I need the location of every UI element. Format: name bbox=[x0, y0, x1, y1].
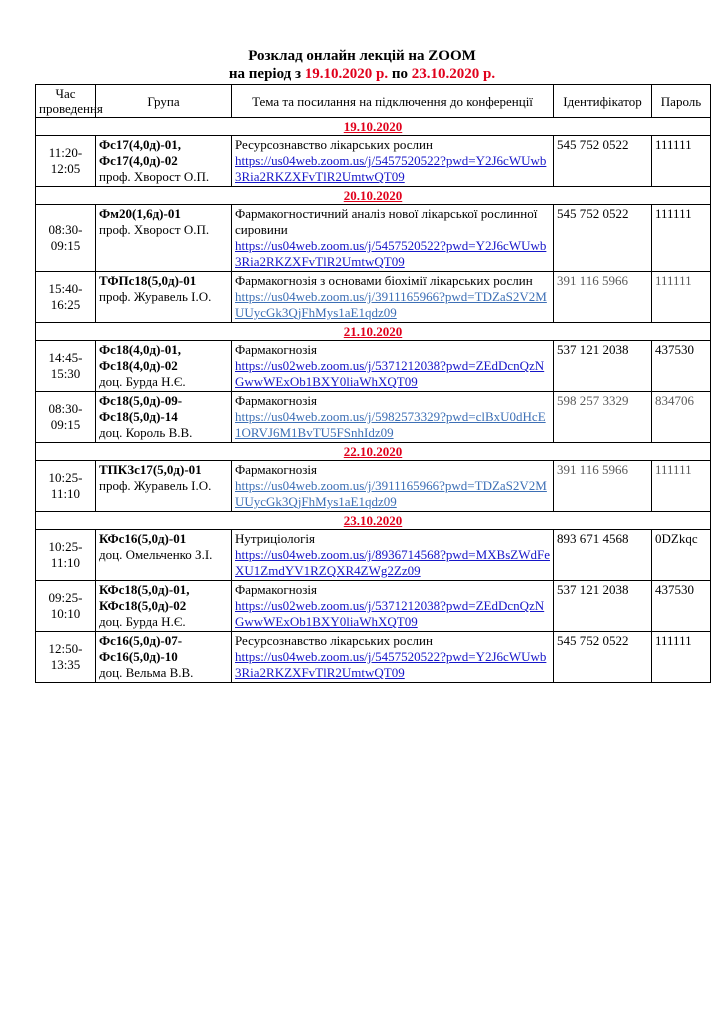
document-title bbox=[0, 47, 724, 65]
group-code: ТПКЗс17(5,0д)-01 bbox=[99, 462, 202, 477]
date-to: 23.10.2020 р. bbox=[411, 66, 496, 82]
teacher-name: доц. Бурда Н.Є. bbox=[99, 374, 186, 389]
topic-title: Фармакогнозія bbox=[235, 462, 317, 477]
date-label: 21.10.2020 bbox=[36, 323, 711, 341]
header-topic: Тема та посилання на підключення до конференції bbox=[232, 85, 554, 118]
header-group: Група bbox=[96, 85, 232, 118]
zoom-link[interactable]: https://us04web.zoom.us/j/3911165966?pwd=TDZaS2V2MUUycGk3QjFhMys1aE1qdz09 bbox=[235, 289, 547, 320]
conference-password: 111111 bbox=[652, 632, 711, 683]
conference-password: 834706 bbox=[652, 392, 711, 443]
topic-cell bbox=[232, 205, 554, 272]
topic-cell bbox=[232, 341, 554, 392]
header-password: Пароль bbox=[652, 85, 711, 118]
conference-id: 545 752 0522 bbox=[554, 136, 652, 187]
zoom-link[interactable]: https://us04web.zoom.us/j/3911165966?pwd=TDZaS2V2MUUycGk3QjFhMys1aE1qdz09 bbox=[235, 478, 547, 509]
lecture-time: 12:50-13:35 bbox=[36, 632, 96, 683]
header-time: Час проведення bbox=[36, 85, 96, 118]
title-prefix: на період з bbox=[228, 66, 305, 82]
conference-password: 111111 bbox=[652, 272, 711, 323]
conference-id: 893 671 4568 bbox=[554, 530, 652, 581]
teacher-name: проф. Журавель І.О. bbox=[99, 289, 212, 304]
table-row bbox=[36, 341, 711, 392]
group-code: Фс17(4,0д)-02 bbox=[99, 153, 178, 168]
lecture-time: 15:40-16:25 bbox=[36, 272, 96, 323]
group-code: КФс16(5,0д)-01 bbox=[99, 531, 187, 546]
topic-cell bbox=[232, 530, 554, 581]
header-id: Ідентифікатор bbox=[554, 85, 652, 118]
zoom-link[interactable]: https://us04web.zoom.us/j/5982573329?pwd=clBxU0dHcE1ORVJ6M1BvTU5FSnhIdz09 bbox=[235, 409, 546, 440]
table-row bbox=[36, 461, 711, 512]
group-code: Фс17(4,0д)-01, bbox=[99, 137, 181, 152]
table-row bbox=[36, 581, 711, 632]
teacher-name: доц. Вельма В.В. bbox=[99, 665, 194, 680]
topic-title: Фармакогнозія з основами біохімії лікарських рослин bbox=[235, 273, 533, 288]
conference-password: 111111 bbox=[652, 205, 711, 272]
group-cell bbox=[96, 581, 232, 632]
topic-cell bbox=[232, 632, 554, 683]
group-code: Фс16(5,0д)-07- bbox=[99, 633, 183, 648]
teacher-name: доц. Король В.В. bbox=[99, 425, 193, 440]
schedule-body bbox=[36, 118, 711, 683]
date-label: 20.10.2020 bbox=[36, 187, 711, 205]
zoom-link[interactable]: https://us04web.zoom.us/j/5457520522?pwd=Y2J6cWUwb3Ria2RKZXFvTlR2UmtwQT09 bbox=[235, 153, 547, 184]
date-from: 19.10.2020 р. bbox=[304, 66, 389, 82]
group-code: ТФПс18(5,0д)-01 bbox=[99, 273, 197, 288]
group-code: Фс18(4,0д)-02 bbox=[99, 358, 178, 373]
topic-title: Ресурсознавство лікарських рослин bbox=[235, 633, 433, 648]
topic-cell bbox=[232, 136, 554, 187]
conference-id: 598 257 3329 bbox=[554, 392, 652, 443]
table-row bbox=[36, 392, 711, 443]
zoom-link[interactable]: https://us02web.zoom.us/j/5371212038?pwd=ZEdDcnQzNGwwWExOb1BXY0liaWhXQT09 bbox=[235, 598, 545, 629]
document-subtitle bbox=[0, 65, 724, 83]
group-cell bbox=[96, 461, 232, 512]
topic-title: Фармакогнозія bbox=[235, 342, 317, 357]
conference-id: 545 752 0522 bbox=[554, 205, 652, 272]
topic-title: Фармакогнозія bbox=[235, 393, 317, 408]
teacher-name: доц. Бурда Н.Є. bbox=[99, 614, 186, 629]
lecture-time: 08:30-09:15 bbox=[36, 205, 96, 272]
table-row bbox=[36, 136, 711, 187]
topic-title: Ресурсознавство лікарських рослин bbox=[235, 137, 433, 152]
lecture-time: 14:45-15:30 bbox=[36, 341, 96, 392]
conference-id: 545 752 0522 bbox=[554, 632, 652, 683]
conference-password: 437530 bbox=[652, 341, 711, 392]
lecture-time: 09:25-10:10 bbox=[36, 581, 96, 632]
conference-id: 537 121 2038 bbox=[554, 341, 652, 392]
group-code: Фс16(5,0д)-10 bbox=[99, 649, 178, 664]
zoom-link[interactable]: https://us04web.zoom.us/j/5457520522?pwd=Y2J6cWUwb3Ria2RKZXFvTlR2UmtwQT09 bbox=[235, 238, 547, 269]
topic-title: Фармакогностичний аналіз нової лікарської рослинної сировини bbox=[235, 206, 538, 237]
group-cell bbox=[96, 632, 232, 683]
topic-cell bbox=[232, 272, 554, 323]
topic-cell bbox=[232, 392, 554, 443]
title-mid: по bbox=[388, 66, 412, 82]
conference-id: 537 121 2038 bbox=[554, 581, 652, 632]
conference-password: 111111 bbox=[652, 136, 711, 187]
group-code: Фс18(4,0д)-01, bbox=[99, 342, 181, 357]
topic-title: Нутриціологія bbox=[235, 531, 315, 546]
conference-id: 391 116 5966 bbox=[554, 461, 652, 512]
group-code: КФс18(5,0д)-01, bbox=[99, 582, 190, 597]
group-cell bbox=[96, 205, 232, 272]
group-cell bbox=[96, 392, 232, 443]
group-cell bbox=[96, 136, 232, 187]
group-code: Фс18(5,0д)-14 bbox=[99, 409, 178, 424]
group-code: Фс18(5,0д)-09- bbox=[99, 393, 183, 408]
header-row bbox=[36, 85, 711, 118]
date-row bbox=[36, 187, 711, 205]
teacher-name: проф. Хворост О.П. bbox=[99, 222, 210, 237]
table-row bbox=[36, 530, 711, 581]
topic-title: Фармакогнозія bbox=[235, 582, 317, 597]
group-code: Фм20(1,6д)-01 bbox=[99, 206, 181, 221]
table-row bbox=[36, 632, 711, 683]
teacher-name: проф. Журавель І.О. bbox=[99, 478, 212, 493]
group-cell bbox=[96, 341, 232, 392]
date-row bbox=[36, 118, 711, 136]
lecture-time: 08:30-09:15 bbox=[36, 392, 96, 443]
lecture-time: 11:20-12:05 bbox=[36, 136, 96, 187]
lecture-time: 10:25-11:10 bbox=[36, 461, 96, 512]
title-line1: Розклад онлайн лекцій на ZOOM bbox=[248, 48, 476, 64]
conference-password: 0DZkqc bbox=[652, 530, 711, 581]
table-row bbox=[36, 205, 711, 272]
conference-id: 391 116 5966 bbox=[554, 272, 652, 323]
zoom-link[interactable]: https://us02web.zoom.us/j/5371212038?pwd=ZEdDcnQzNGwwWExOb1BXY0liaWhXQT09 bbox=[235, 358, 545, 389]
conference-password: 111111 bbox=[652, 461, 711, 512]
table-row bbox=[36, 272, 711, 323]
lecture-time: 10:25-11:10 bbox=[36, 530, 96, 581]
date-row bbox=[36, 512, 711, 530]
zoom-link[interactable]: https://us04web.zoom.us/j/5457520522?pwd=Y2J6cWUwb3Ria2RKZXFvTlR2UmtwQT09 bbox=[235, 649, 547, 680]
date-row bbox=[36, 323, 711, 341]
date-label: 23.10.2020 bbox=[36, 512, 711, 530]
topic-cell bbox=[232, 581, 554, 632]
date-row bbox=[36, 443, 711, 461]
teacher-name: проф. Хворост О.П. bbox=[99, 169, 210, 184]
date-label: 22.10.2020 bbox=[36, 443, 711, 461]
topic-cell bbox=[232, 461, 554, 512]
schedule-table bbox=[35, 84, 711, 683]
group-code: КФс18(5,0д)-02 bbox=[99, 598, 187, 613]
conference-password: 437530 bbox=[652, 581, 711, 632]
group-cell bbox=[96, 530, 232, 581]
date-label: 19.10.2020 bbox=[36, 118, 711, 136]
teacher-name: доц. Омельченко З.І. bbox=[99, 547, 213, 562]
group-cell bbox=[96, 272, 232, 323]
zoom-link[interactable]: https://us04web.zoom.us/j/8936714568?pwd=MXBsZWdFeXU1ZmdYV1RZQXR4ZWg2Zz09 bbox=[235, 547, 550, 578]
